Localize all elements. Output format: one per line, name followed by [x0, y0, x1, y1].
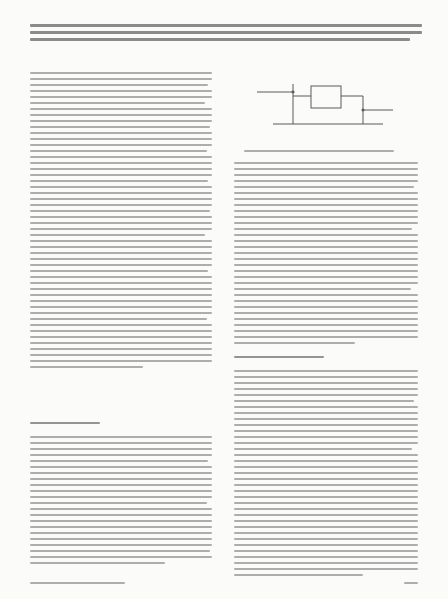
circuit-figure [253, 80, 403, 140]
running-header [30, 24, 422, 45]
footer-left [30, 582, 125, 588]
left-column-text-block-2 [30, 436, 212, 568]
right-column-text-block-2 [234, 370, 418, 580]
left-column-text-block-1 [30, 72, 212, 372]
figure-caption [244, 150, 394, 156]
right-section-heading [234, 356, 324, 362]
left-section-heading [30, 422, 100, 428]
right-column-text-block-1 [234, 162, 418, 348]
footer-right [404, 582, 418, 588]
